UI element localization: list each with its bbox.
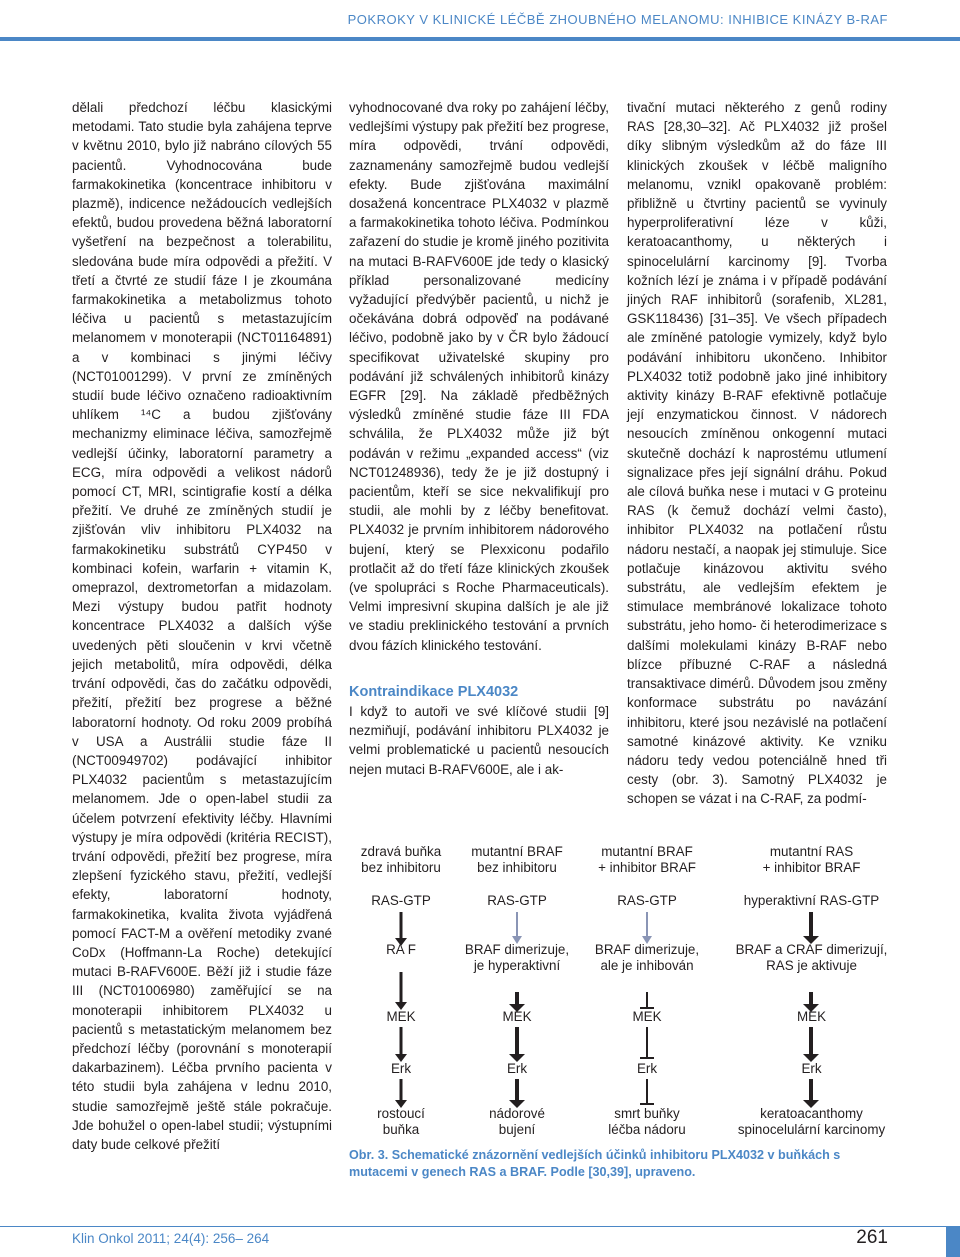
- fig-c2-outcome: nádorové bujení: [489, 1106, 545, 1137]
- column-1-text: dělali předchozí léčbu klasickými metodami. Tato studie byla zahájena teprve v květnu 2010, bylo již nabráno cílových 55 pacientů. Vyhodnocována bude farmakokinetika (koncentrace inhibitoru v plazmě), indicence nežádoucích vedlejších efektů, budou provedena běžná laboratorní vyšetření na bezpečnost a tolerabilitu, sledována bude míra odpovědi a přežití. V třetí a čtvrté ze studií fáze I je zkoumána farmakokinetika a metabolizmus tohoto léčiva u pacientů s metastazujícím melanomem v monoterapii (NCT01164891) a v kombinaci s jinými léčivy (NCT01001299). V první ze zmíněných studií bude léčivo označeno radioaktivním uhlíkem ¹⁴C a budou zjišťovány mechanizmy eliminace léčiva, samozřejmě vedlejší účinky, laboratorní parametry a ECG, míra odpovědi a velikost nádorů pomocí CT, MRI, scintigrafie kostí a délka přežití. Ve druhé ze zmíněných studií je zjišťován vliv inhibitoru PLX4032 na farmakokinetiku substrátů CYP450 v kombinaci kofein, warfarin + vitamin K, omeprazol, dextrometorfan a midazolam. Mezi výstupy budou patřit hodnoty koncentrace PLX4032 a dalších výše uvedených pěti sloučenin v krvi včetně jejich metabolitů, míra odpovědi, délka trvání odpovědi, čas do začátku odpovědi, přežití, přežití bez progrese a běžné laboratorní hodnoty. Od roku 2009 probíhá v USA a Austrálii studie fáze II (NCT00949702) podávající inhibitor PLX4032 pacientům s metastazujícím melanomem. Jde o open-label studii za účelem potvrzení efektivity léčby. Hlavními výstupy je míra odpovědi (kritéria RECIST), trvání odpovědi, přežití bez progrese, míra zlepšení fyzického stavu, přežití, vedlejší efekty, laboratorní hodnoty, farmakokinetika, kvalita života vyjádřená pomocí FACT-M a ověření metodiky zvané CoDx (Hoffmann-La Roche) detekující mutaci B-RAFV600E. Běží již i studie fáze III (NCT01006980) zaměřující se na monoterapii inhibitorem PLX4032 u pacientů s metastatickým melanomem bez předchozí léčby (porovnání s monoterapií dakarbazinem). Léčba prvního pacienta v této studii byla zahájena v lednu 2010, studie samozřejmě ještě stále pokračuje. Jde bohužel o open-label studii; výstupními daty bude celkové přežití: [72, 100, 332, 1152]
- fig-c4-raf: BRAF a CRAF dimerizují, RAS je aktivuje: [735, 942, 888, 973]
- column-2-paragraph-1: vyhodnocované dva roky po zahájení léčby, vedlejšími výstupy pak přežití bez progrese, míra odpovědi, trvání odpovědi, zaznamenány samozřejmě budou vedlejší efekty. Bude zjišťována maximální dosažená koncentrace PLX4032 v plazmě a farmakokinetika tohoto léčiva. Podmínkou zařazení do studie je kromě jiného pozitivita na mutaci B-RAFV600E jde tedy o klasický příklad personalizované medicíny vyžadující předvýběr pacientů, u nichž je očekávána dobrá odpověď na podávané léčivo, podobně jako by v ČR bylo žádoucí specifikovat uživatelské skupiny pro podávání již schválených inhibitorů kinázy EGFR [29]. Na základě předběžných výsledků zmíněné studie fáze III FDA schválila, že PLX4032 může již být podáván v režimu „expanded access“ (viz NCT01248936), tedy že je již dostupný i pacientům, kteří se sice nekvalifikují pro studii, ale mohli by z léčby benefitovat. PLX4032 je prvním inhibitorem nádorového bujení, který se Plexxiconu podařilo protlačit až do třetí fáze klinických zkoušek (ve spolupráci s Roche Pharmaceuticals). Velmi impresivní skupina dalších je ale již ve stadiu preklinického testování a prvních dvou fázích klinického testování.: [349, 100, 609, 653]
- running-header: [0, 6, 960, 34]
- page-number: 261: [856, 1227, 888, 1248]
- fig-c3-erk: Erk: [636, 1061, 658, 1076]
- fig-c4-outcome: keratoacanthomy spinocelulární karcinomy: [737, 1106, 886, 1137]
- fig-c2-ras: RAS-GTP: [487, 893, 547, 908]
- text-column-2: [349, 98, 609, 779]
- section-heading-kontraindikace: Kontraindikace PLX4032: [349, 683, 519, 700]
- fig-c4-mek: MEK: [796, 1009, 827, 1024]
- figure-caption-text: Obr. 3. Schematické znázornění vedlejších účinků inhibitoru PLX4032 v buňkách s mutacemi v genech RAS a BRAF. Podle [30,39], upraveno.: [349, 1148, 841, 1179]
- fig-c2-raf: BRAF dimerizuje, je hyperaktivní: [464, 942, 570, 973]
- page-edge-tab: [946, 1226, 960, 1257]
- footer-rule: [0, 1226, 960, 1227]
- fig-c4-title: mutantní RAS + inhibitor BRAF: [762, 844, 861, 875]
- text-column-1: [72, 98, 332, 1154]
- fig-c3-outcome: smrt buňky léčba nádoru: [608, 1106, 686, 1137]
- fig-c1-title: zdravá buňka bez inhibitoru: [360, 844, 442, 875]
- fig-c2-erk: Erk: [506, 1061, 528, 1076]
- fig-c4-erk: Erk: [801, 1061, 822, 1076]
- column-3-text: tivační mutaci některého z genů rodiny RAS [28,30–32]. Ač PLX4032 již prošel díky slibným výsledkům až do fáze III klinických zkoušek v léčbě maligního melanomu, vznikl opakovaně problém: přibližně u čtvrtiny pacientů se vyvinuly hyperproliferativní léze v kůži, keratoacanthomy, u některých i spinocelulární karcinomy [9]. Tvorba kožních lézí je známa i v případě podávání jiných RAF inhibitorů (sorafenib, XL281, GSK118436) [31–35]. Ve všech případech ale zmíněné patologie vymizely, když bylo podávání inhibitoru ukončeno. Inhibitor PLX4032 totiž podobně jako jiné inhibitory aktivity kinázy B-RAF efektivně potlačuje její enzymatickou činnost. V nádorech nesoucích zmíněnou onkogenní mutaci skutečně dochází k naprostému utlumení signalizace přes její signální dráhu. Pokud ale cílová buňka nese i mutaci v G proteinu RAS (k čemuž dochází velmi často), inhibitor PLX4032 na potlačení růstu nádoru nestačí, a naopak jej stimuluje. Sice potlačuje kinázovou aktivitu svého substrátu, ale vedlejším efektem je stimulace membránové lokalizace tohoto substrátu, jeho homo- či heterodimerizace s dalšími molekulami kinázy B-RAF nebo blízce příbuzné C-RAF a následná transaktivace dimérů. Důvodem jsou změny konformace substrátu po navázání inhibitoru, které jsou nezávislé na potlačení samotné kinázové aktivity. Ke vzniku nádoru tedy vedou potenciálně hned tři cesty (obr. 3). Samotný PLX4032 je schopen se vázat i na C-RAF, za podmí-: [627, 100, 887, 807]
- header-rule: [0, 37, 960, 41]
- fig-c3-mek: MEK: [632, 1009, 662, 1024]
- running-header-title: POKROKY V KLINICKÉ LÉČBĚ ZHOUBNÉHO MELANOMU: INHIBICE KINÁZY B-RAF: [347, 12, 888, 27]
- figure-3-diagram: [349, 832, 889, 1142]
- pathway-arrows: [349, 832, 889, 1142]
- fig-c3-ras: RAS-GTP: [617, 893, 677, 908]
- fig-c3-title: mutantní BRAF + inhibitor BRAF: [598, 844, 696, 875]
- fig-c2-title: mutantní BRAF bez inhibitoru: [471, 844, 563, 875]
- fig-c1-ras: RAS-GTP: [371, 893, 431, 908]
- fig-c1-outcome: rostoucí buňka: [377, 1106, 425, 1137]
- text-column-3: [627, 98, 887, 809]
- fig-c2-mek: MEK: [502, 1009, 532, 1024]
- fig-c4-ras: hyperaktivní RAS-GTP: [743, 893, 880, 908]
- fig-c1-raf: RA F: [386, 942, 416, 957]
- column-2-paragraph-2: I když to autoři ve své klíčové studii [9] nezmiňují, podávání inhibitoru PLX4032 je velmi problematické u pacientů nesoucích nejen mutaci B-RAFV600E, ale i ak-: [349, 703, 609, 777]
- footer-journal-citation: Klin Onkol 2011; 24(4): 256– 264: [72, 1231, 270, 1246]
- fig-c3-raf: BRAF dimerizuje, ale je inhibován: [594, 942, 700, 973]
- figure-caption: [349, 1147, 889, 1181]
- fig-c1-erk: Erk: [390, 1061, 412, 1076]
- fig-c1-mek: MEK: [386, 1009, 416, 1024]
